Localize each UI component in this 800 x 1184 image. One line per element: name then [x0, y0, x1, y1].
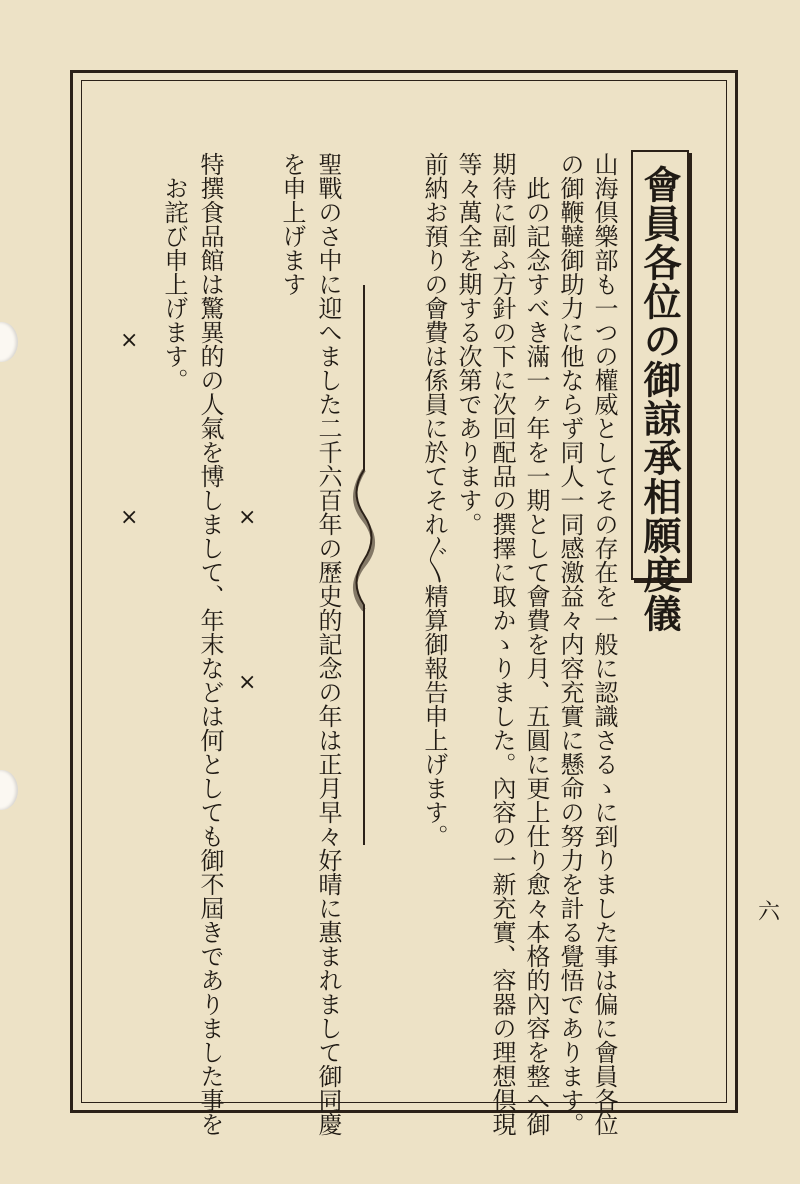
text-column: の御鞭韃御助力に他ならず同人一同感激益々内容充實に懸命の努力を計る覺悟であります。: [556, 152, 584, 1136]
text-column: 此の記念すべき滿一ヶ年を一期として會費を月、五圓に更上仕り愈々本格的內容を整へ御: [522, 176, 550, 1136]
cross-mark: ×: [238, 670, 257, 695]
text-column: お詫び申上げます。: [160, 176, 188, 392]
cross-mark: ×: [120, 505, 139, 530]
cross-mark: ×: [120, 328, 139, 353]
text-column: 聖戰のさ中に迎へました二千六百年の歷史的記念の年は正月早々好晴に惠まれまして御同慶: [314, 152, 342, 1136]
cross-mark: ×: [238, 505, 257, 530]
text-column: 山海倶樂部も一つの權威としてその存在を一般に認識さるゝに到りました事は偏に會員各位: [590, 152, 618, 1136]
binder-hole-top: [0, 322, 18, 362]
binder-hole-bottom: [0, 770, 18, 810]
text-column: 期待に副ふ方針の下に次回配品の撰擇に取かゝりました。內容の一新充實、容器の理想倶現: [488, 152, 516, 1136]
text-column: 等々萬全を期する次第であります。: [454, 152, 482, 536]
wavy-divider: [352, 285, 376, 845]
page-number: 六: [758, 900, 781, 925]
text-column: 前納お預りの會費は係員に於てそれ〴〵精算御報告申上げます。: [420, 152, 448, 848]
text-column: 特撰食品館は驚異的の人氣を博しまして、年末などは何としても御不屆きでありました事を: [196, 152, 224, 1136]
page-title: 會員各位の御諒承相願度儀: [637, 165, 682, 633]
text-column: を申上げます: [278, 152, 306, 296]
